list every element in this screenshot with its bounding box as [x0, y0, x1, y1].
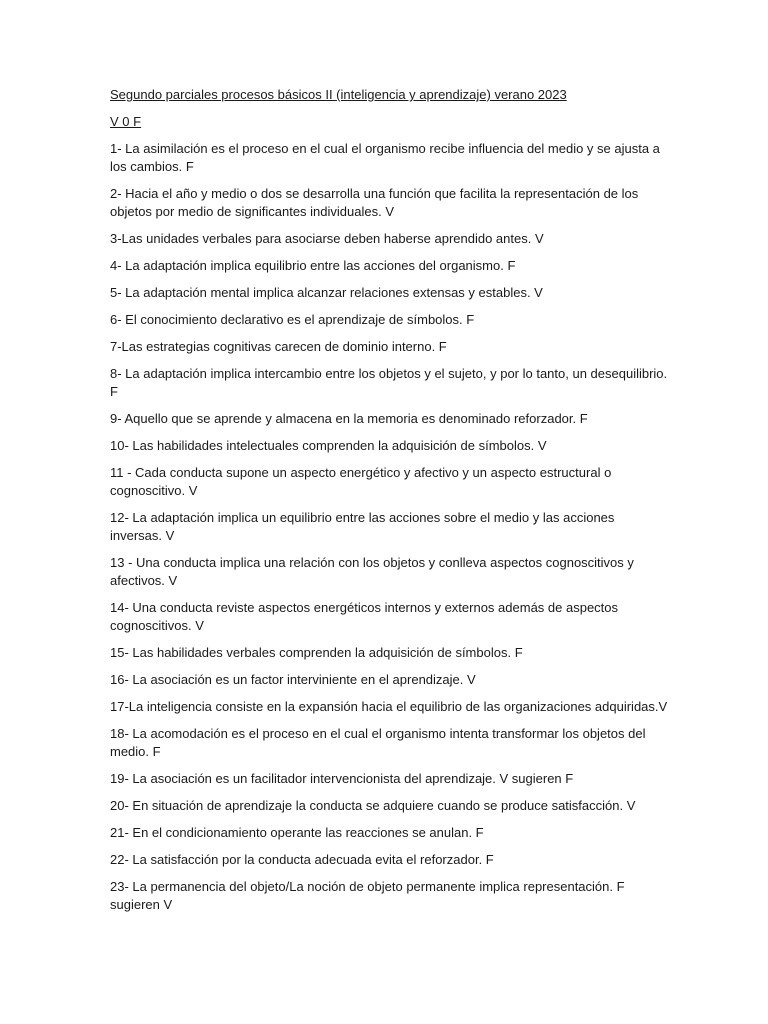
list-item: 21- En el condicionamiento operante las reacciones se anulan. F [110, 825, 484, 840]
list-item: 7-Las estrategias cognitivas carecen de dominio interno. F [110, 339, 447, 354]
list-item: 14- Una conducta reviste aspectos energéticos internos y externos además de aspectos cognoscitivos. V [110, 600, 619, 633]
list-item: 13 - Una conducta implica una relación con los objetos y conlleva aspectos cognoscitivos y afectivos. V [110, 555, 634, 588]
list-item: 23- La permanencia del objeto/La noción de objeto permanente implica representación. F sugieren V [110, 879, 625, 912]
list-item: 10- Las habilidades intelectuales comprenden la adquisición de símbolos. V [110, 438, 547, 453]
list-item: 22- La satisfacción por la conducta adecuada evita el reforzador. F [110, 852, 494, 867]
list-item: 9- Aquello que se aprende y almacena en la memoria es denominado reforzador. F [110, 411, 588, 426]
document-title: Segundo parciales procesos básicos II (inteligencia y aprendizaje) verano 2023 [110, 87, 567, 102]
list-item: 3-Las unidades verbales para asociarse deben haberse aprendido antes. V [110, 231, 544, 246]
list-item: 1- La asimilación es el proceso en el cual el organismo recibe influencia del medio y se ajusta a los cambios. F [110, 141, 660, 174]
list-item: 19- La asociación es un facilitador intervencionista del aprendizaje. V sugieren F [110, 771, 574, 786]
list-item: 6- El conocimiento declarativo es el aprendizaje de símbolos. F [110, 312, 475, 327]
list-item: 4- La adaptación implica equilibrio entre las acciones del organismo. F [110, 258, 516, 273]
list-item: 11 - Cada conducta supone un aspecto energético y afectivo y un aspecto estructural o cognoscitivo. V [110, 465, 612, 498]
list-item: 2- Hacia el año y medio o dos se desarrolla una función que facilita la representación de los objetos por medio de significantes individuales. V [110, 186, 639, 219]
list-item: 8- La adaptación implica intercambio entre los objetos y el sujeto, y por lo tanto, un desequilibrio. F [110, 366, 668, 399]
answer-key-legend: V 0 F [110, 114, 142, 129]
document-page [110, 86, 670, 923]
list-item: 20- En situación de aprendizaje la conducta se adquiere cuando se produce satisfacción. V [110, 798, 636, 813]
list-item: 5- La adaptación mental implica alcanzar relaciones extensas y estables. V [110, 285, 543, 300]
list-item: 18- La acomodación es el proceso en el cual el organismo intenta transformar los objetos del medio. F [110, 726, 646, 759]
list-item: 17-La inteligencia consiste en la expansión hacia el equilibrio de las organizaciones adquiridas.V [110, 699, 668, 714]
list-item: 12- La adaptación implica un equilibrio entre las acciones sobre el medio y las acciones inversas. V [110, 510, 615, 543]
list-item: 16- La asociación es un factor interviniente en el aprendizaje. V [110, 672, 476, 687]
list-item: 15- Las habilidades verbales comprenden la adquisición de símbolos. F [110, 645, 523, 660]
